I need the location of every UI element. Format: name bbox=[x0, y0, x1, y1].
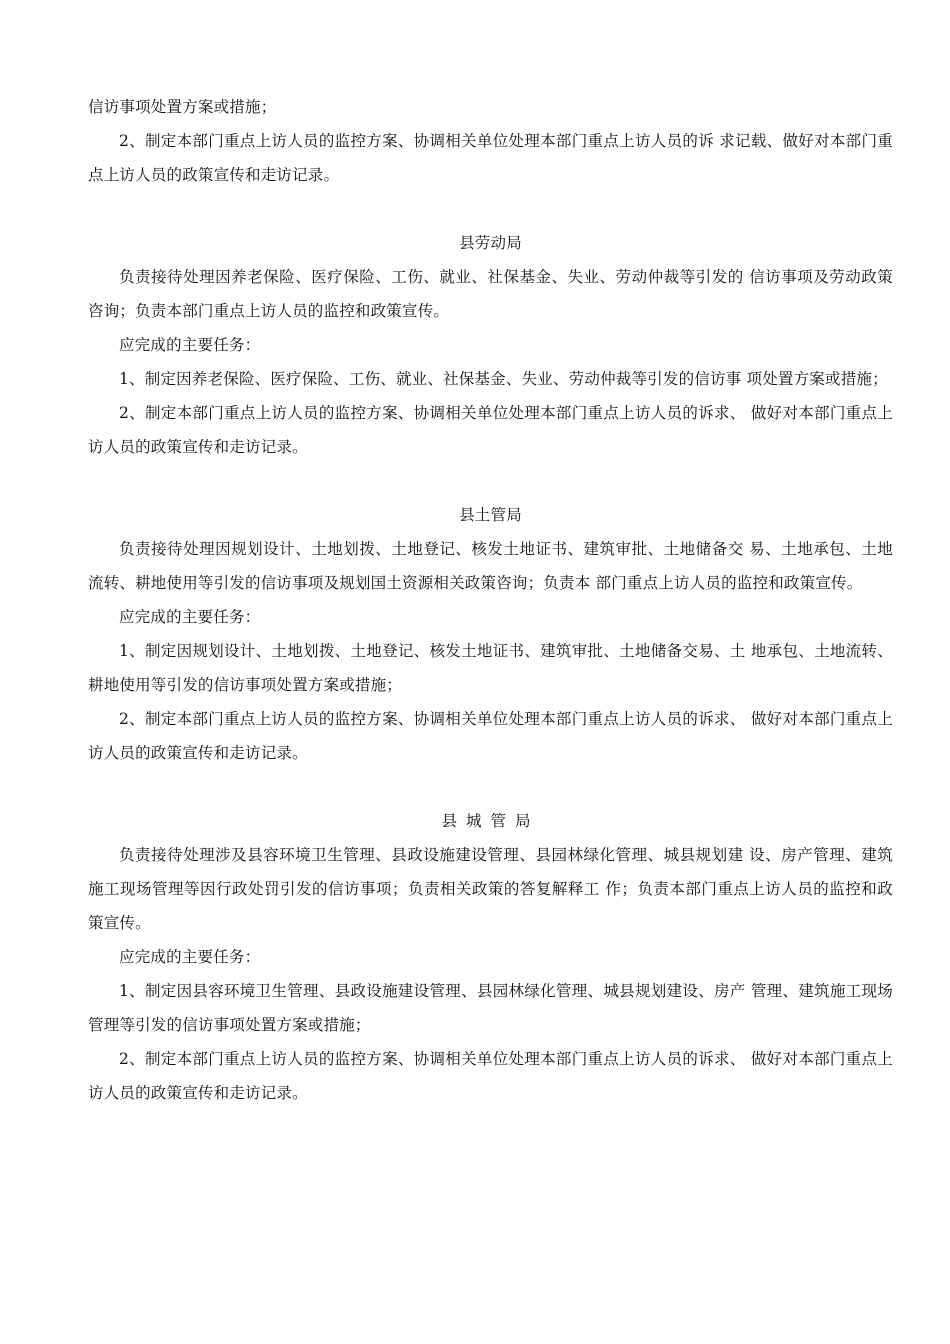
section-duty: 负责接待处理因规划设计、土地划拨、土地登记、核发土地证书、建筑审批、土地储备交 易、土地承包、土地流转、耕地使用等引发的信访事项及规划国土资源相关政策咨询；负责本 部门重点上访人员的监控和政策宣传。 bbox=[88, 540, 893, 592]
section-labor-bureau bbox=[88, 226, 893, 464]
intro-item1-tail: 信访事项处置方案或措施； bbox=[88, 98, 277, 116]
section-tasks-label: 应完成的主要任务： bbox=[119, 608, 261, 626]
section-title: 县城管局 bbox=[441, 812, 540, 830]
section-spacer bbox=[88, 192, 893, 226]
section-spacer bbox=[88, 464, 893, 498]
section-urban-management-bureau bbox=[88, 804, 893, 1110]
section-task-1: 1、制定因县容环境卫生管理、县政设施建设管理、县园林绿化管理、城县规划建设、房产 管理、建筑施工现场管理等引发的信访事项处置方案或措施； bbox=[88, 982, 893, 1034]
section-task-2: 2、制定本部门重点上访人员的监控方案、协调相关单位处理本部门重点上访人员的诉求、 做好对本部门重点上访人员的政策宣传和走访记录。 bbox=[88, 1050, 893, 1102]
section-task-2: 2、制定本部门重点上访人员的监控方案、协调相关单位处理本部门重点上访人员的诉求、 做好对本部门重点上访人员的政策宣传和走访记录。 bbox=[88, 404, 893, 456]
section-tasks-label: 应完成的主要任务： bbox=[119, 948, 261, 966]
section-task-2: 2、制定本部门重点上访人员的监控方案、协调相关单位处理本部门重点上访人员的诉求、 做好对本部门重点上访人员的政策宣传和走访记录。 bbox=[88, 710, 893, 762]
section-tasks-label: 应完成的主要任务： bbox=[119, 336, 261, 354]
section-title: 县劳动局 bbox=[459, 234, 522, 252]
section-title: 县土管局 bbox=[459, 506, 522, 524]
section-land-bureau bbox=[88, 498, 893, 770]
section-duty: 负责接待处理因养老保险、医疗保险、工伤、就业、社保基金、失业、劳动仲裁等引发的 信访事项及劳动政策咨询；负责本部门重点上访人员的监控和政策宣传。 bbox=[88, 268, 893, 320]
section-task-1: 1、制定因养老保险、医疗保险、工伤、就业、社保基金、失业、劳动仲裁等引发的信访事 项处置方案或措施； bbox=[119, 370, 888, 388]
document-page bbox=[88, 90, 893, 1110]
section-task-1: 1、制定因规划设计、土地划拨、土地登记、核发土地证书、建筑审批、土地储备交易、土 地承包、土地流转、耕地使用等引发的信访事项处置方案或措施； bbox=[88, 642, 893, 694]
section-duty: 负责接待处理涉及县容环境卫生管理、县政设施建设管理、县园林绿化管理、城县规划建 设、房产管理、建筑施工现场管理等因行政处罚引发的信访事项；负责相关政策的答复解释工 作；负责本部门重点上访人员的监控和政策宣传。 bbox=[88, 846, 893, 932]
section-spacer bbox=[88, 770, 893, 804]
intro-item2: 2、制定本部门重点上访人员的监控方案、协调相关单位处理本部门重点上访人员的诉 求记载、做好对本部门重点上访人员的政策宣传和走访记录。 bbox=[88, 132, 893, 184]
